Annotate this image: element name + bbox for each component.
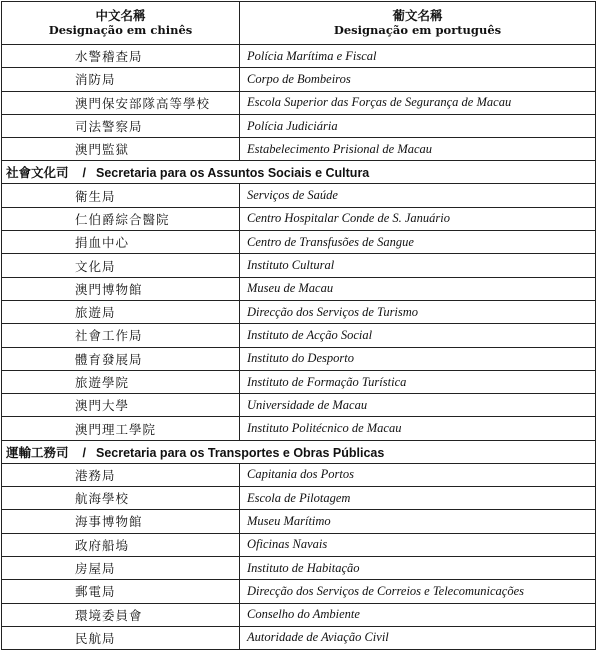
- pt-name-cell: Instituto de Formação Turística: [240, 370, 596, 393]
- table-row: [2, 254, 596, 277]
- zh-name-cell: 旅遊局: [2, 300, 240, 323]
- pt-name-cell: Corpo de Bombeiros: [240, 68, 596, 91]
- pt-name-cell: Instituto de Habitação: [240, 556, 596, 579]
- table-row: [2, 510, 596, 533]
- pt-name-cell: Polícia Judiciária: [240, 114, 596, 137]
- zh-name-cell: 文化局: [2, 254, 240, 277]
- table-row: [2, 45, 596, 68]
- pt-name-cell: Serviços de Saúde: [240, 184, 596, 207]
- section-heading: [2, 161, 596, 184]
- table-row: [2, 417, 596, 440]
- section-pt-title: Secretaria para os Transportes e Obras Públicas: [96, 445, 385, 460]
- zh-name-cell: 社會工作局: [2, 324, 240, 347]
- section-separator: /: [82, 445, 86, 460]
- zh-name-cell: 港務局: [2, 463, 240, 486]
- table-row: [2, 68, 596, 91]
- table-row: [2, 394, 596, 417]
- zh-name-cell: 旅遊學院: [2, 370, 240, 393]
- pt-name-cell: Centro de Transfusões de Sangue: [240, 231, 596, 254]
- zh-name-cell: 水警稽查局: [2, 45, 240, 68]
- zh-name-cell: 環境委員會: [2, 603, 240, 626]
- section-row-social-culture: [2, 161, 596, 184]
- pt-column-subtitle: Designação em português: [333, 23, 502, 37]
- pt-name-cell: Instituto do Desporto: [240, 347, 596, 370]
- table-row: [2, 626, 596, 649]
- zh-column-header: [2, 2, 240, 45]
- zh-name-cell: 航海學校: [2, 487, 240, 510]
- table-row: [2, 207, 596, 230]
- table-row: [2, 324, 596, 347]
- zh-name-cell: 澳門理工學院: [2, 417, 240, 440]
- zh-name-cell: 衛生局: [2, 184, 240, 207]
- table-row: [2, 300, 596, 323]
- table-row: [2, 347, 596, 370]
- pt-column-header: [240, 2, 596, 45]
- pt-name-cell: Centro Hospitalar Conde de S. Januário: [240, 207, 596, 230]
- pt-name-cell: Museu de Macau: [240, 277, 596, 300]
- table-row: [2, 556, 596, 579]
- zh-column-title: 中文名稱: [95, 8, 146, 23]
- pt-name-cell: Capitania dos Portos: [240, 463, 596, 486]
- section-pt-title: Secretaria para os Assuntos Sociais e Cultura: [96, 166, 370, 181]
- pt-name-cell: Instituto de Acção Social: [240, 324, 596, 347]
- pt-column-title: 葡文名稱: [392, 8, 443, 23]
- pt-name-cell: Instituto Cultural: [240, 254, 596, 277]
- zh-name-cell: 澳門博物館: [2, 277, 240, 300]
- zh-name-cell: 政府船塢: [2, 533, 240, 556]
- table-row: [2, 114, 596, 137]
- table-row: [2, 231, 596, 254]
- pt-name-cell: Autoridade de Aviação Civil: [240, 626, 596, 649]
- zh-name-cell: 郵電局: [2, 580, 240, 603]
- table-row: [2, 370, 596, 393]
- section-heading: [2, 440, 596, 463]
- pt-name-cell: Oficinas Navais: [240, 533, 596, 556]
- table-row: [2, 463, 596, 486]
- zh-name-cell: 司法警察局: [2, 114, 240, 137]
- pt-name-cell: Polícia Marítima e Fiscal: [240, 45, 596, 68]
- table-row: [2, 138, 596, 161]
- designation-table-document: [1, 1, 595, 650]
- zh-name-cell: 消防局: [2, 68, 240, 91]
- pt-name-cell: Estabelecimento Prisional de Macau: [240, 138, 596, 161]
- zh-name-cell: 民航局: [2, 626, 240, 649]
- pt-name-cell: Instituto Politécnico de Macau: [240, 417, 596, 440]
- table-row: [2, 184, 596, 207]
- table-header-row: [2, 2, 596, 45]
- zh-name-cell: 房屋局: [2, 556, 240, 579]
- table-row: [2, 603, 596, 626]
- zh-name-cell: 澳門監獄: [2, 138, 240, 161]
- pt-name-cell: Escola Superior das Forças de Segurança de Macau: [240, 91, 596, 114]
- zh-name-cell: 捐血中心: [2, 231, 240, 254]
- zh-column-subtitle: Designação em chinês: [48, 23, 193, 37]
- pt-name-cell: Universidade de Macau: [240, 394, 596, 417]
- designation-table: [1, 1, 596, 650]
- zh-name-cell: 海事博物館: [2, 510, 240, 533]
- pt-name-cell: Direcção dos Serviços de Turismo: [240, 300, 596, 323]
- table-row: [2, 277, 596, 300]
- section-separator: /: [82, 166, 86, 181]
- section-zh-title: 社會文化司: [6, 166, 69, 181]
- section-zh-title: 運輸工務司: [6, 445, 69, 460]
- pt-name-cell: Conselho do Ambiente: [240, 603, 596, 626]
- zh-name-cell: 仁伯爵綜合醫院: [2, 207, 240, 230]
- zh-name-cell: 澳門保安部隊高等學校: [2, 91, 240, 114]
- zh-name-cell: 澳門大學: [2, 394, 240, 417]
- pt-name-cell: Direcção dos Serviços de Correios e Telecomunicações: [240, 580, 596, 603]
- pt-name-cell: Escola de Pilotagem: [240, 487, 596, 510]
- table-row: [2, 533, 596, 556]
- zh-name-cell: 體育發展局: [2, 347, 240, 370]
- table-row: [2, 487, 596, 510]
- section-row-transport-works: [2, 440, 596, 463]
- table-row: [2, 91, 596, 114]
- pt-name-cell: Museu Marítimo: [240, 510, 596, 533]
- table-row: [2, 580, 596, 603]
